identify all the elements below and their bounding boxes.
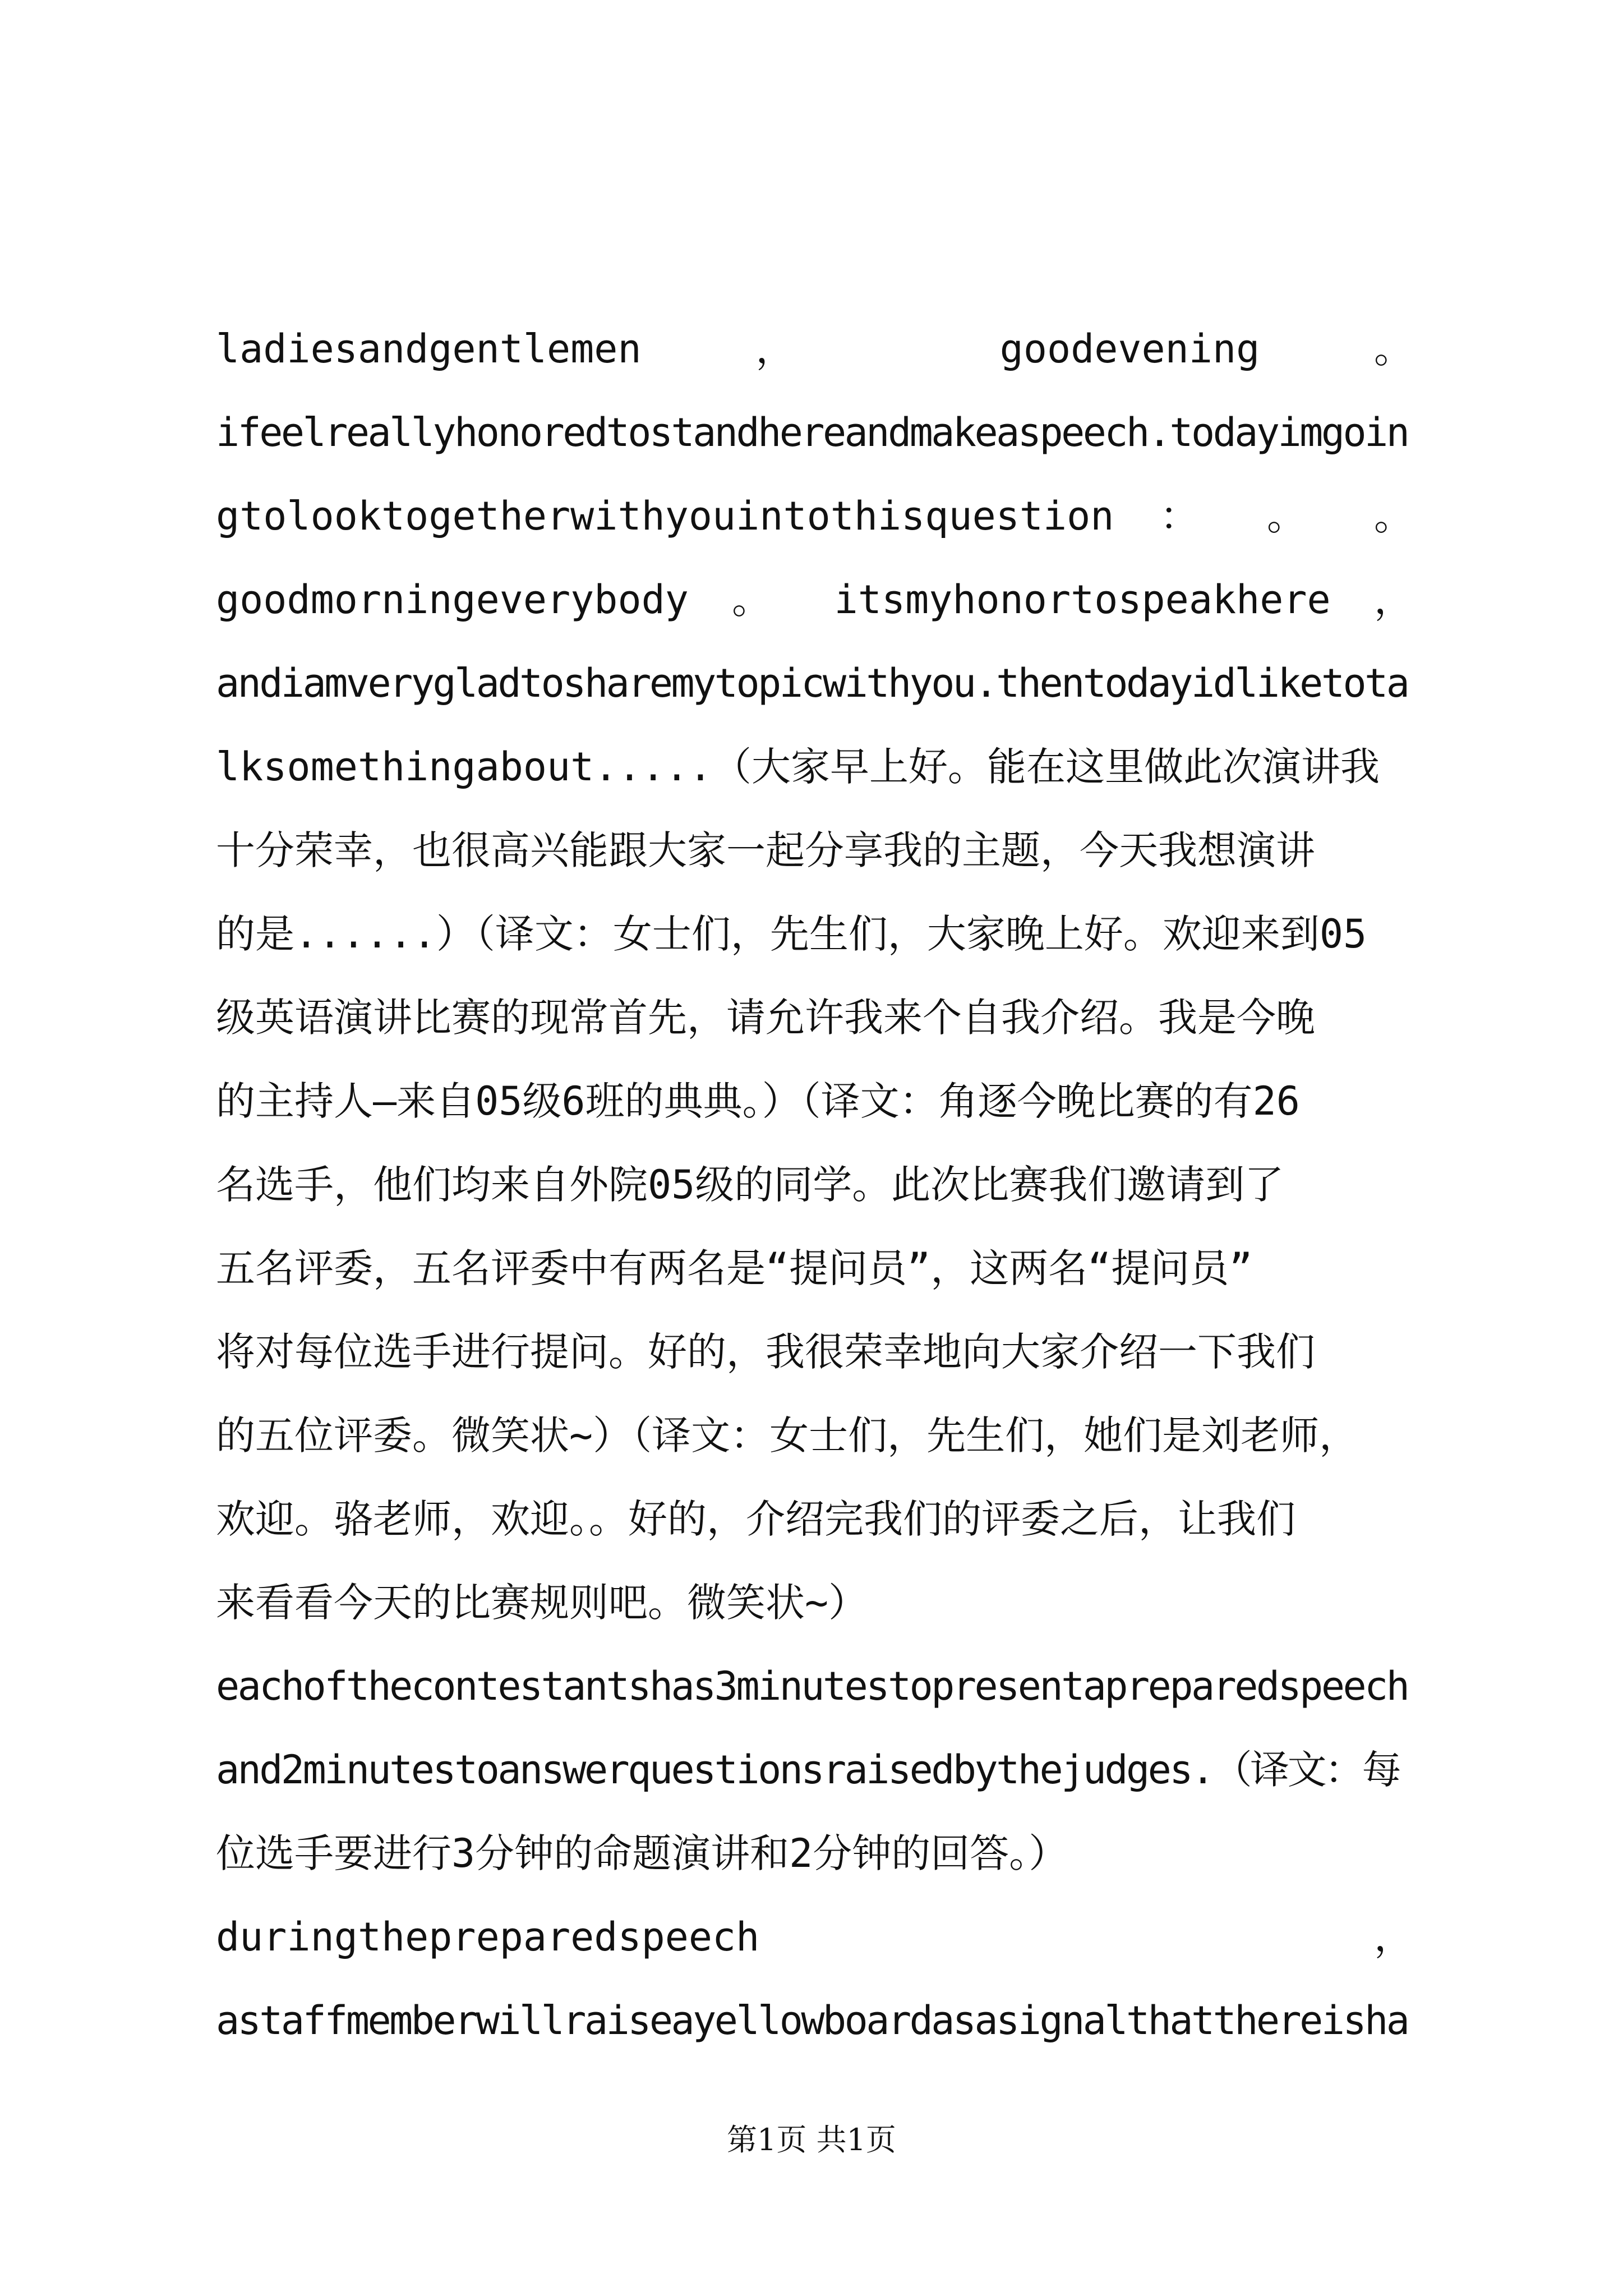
page-footer: 第1页 共1页: [727, 2122, 896, 2157]
text-line: 的五位评委。微笑状~）（译文：女士们，先生们，她们是刘老师，: [216, 1412, 1359, 1458]
text-line: 五名评委，五名评委中有两名是“提问员”，这两名“提问员”: [216, 1245, 1253, 1291]
body-text: [216, 307, 1413, 2063]
text-line: ifeelreallyhonoredtostandhereandmakeaspeech.todayimgoin: [216, 409, 1408, 455]
text-line: and2minutestoanswerquestionsraisedbythejudges.（译文：每: [216, 1747, 1400, 1793]
text-line: 级英语演讲比赛的现常首先，请允许我来个自我介绍。我是今晚: [216, 995, 1315, 1041]
text-line: ladiesandgentlemen ， goodevening 。: [216, 326, 1413, 372]
text-line: 来看看今天的比赛规则吧。微笑状~）: [216, 1580, 868, 1626]
text-line: 的主持人—来自05级6班的典典。）（译文：角逐今晚比赛的有26: [216, 1078, 1300, 1124]
text-line: 十分荣幸，也很高兴能跟大家一起分享我的主题，今天我想演讲: [216, 827, 1315, 873]
text-line: goodmorningeverybody 。 itsmyhonortospeakhere ，: [216, 577, 1413, 623]
text-line: 欢迎。骆老师，欢迎。。好的，介绍完我们的评委之后，让我们: [216, 1496, 1295, 1542]
text-line: 的是......）（译文：女士们，先生们，大家晚上好。欢迎来到05: [216, 911, 1367, 957]
text-line: gtolooktogetherwithyouintothisquestion ： 。 。: [216, 493, 1413, 539]
text-line: eachofthecontestantshas3minutestopresentapreparedspeech: [216, 1663, 1408, 1709]
text-line: lksomethingabout.....（大家早上好。能在这里做此次演讲我: [216, 744, 1380, 790]
text-line: duringthepreparedspeech ，: [216, 1914, 1413, 1960]
text-line: 将对每位选手进行提问。好的，我很荣幸地向大家介绍一下我们: [216, 1329, 1315, 1375]
text-line: 名选手，他们均来自外院05级的同学。此次比赛我们邀请到了: [216, 1162, 1284, 1208]
text-line: astaffmemberwillraiseayellowboardasasignalthatthereisha: [216, 1998, 1408, 2044]
text-line: 位选手要进行3分钟的命题演讲和2分钟的回答。）: [216, 1830, 1068, 1876]
text-line: andiamverygladtosharemytopicwithyou.thentodayidliketota: [216, 660, 1408, 706]
